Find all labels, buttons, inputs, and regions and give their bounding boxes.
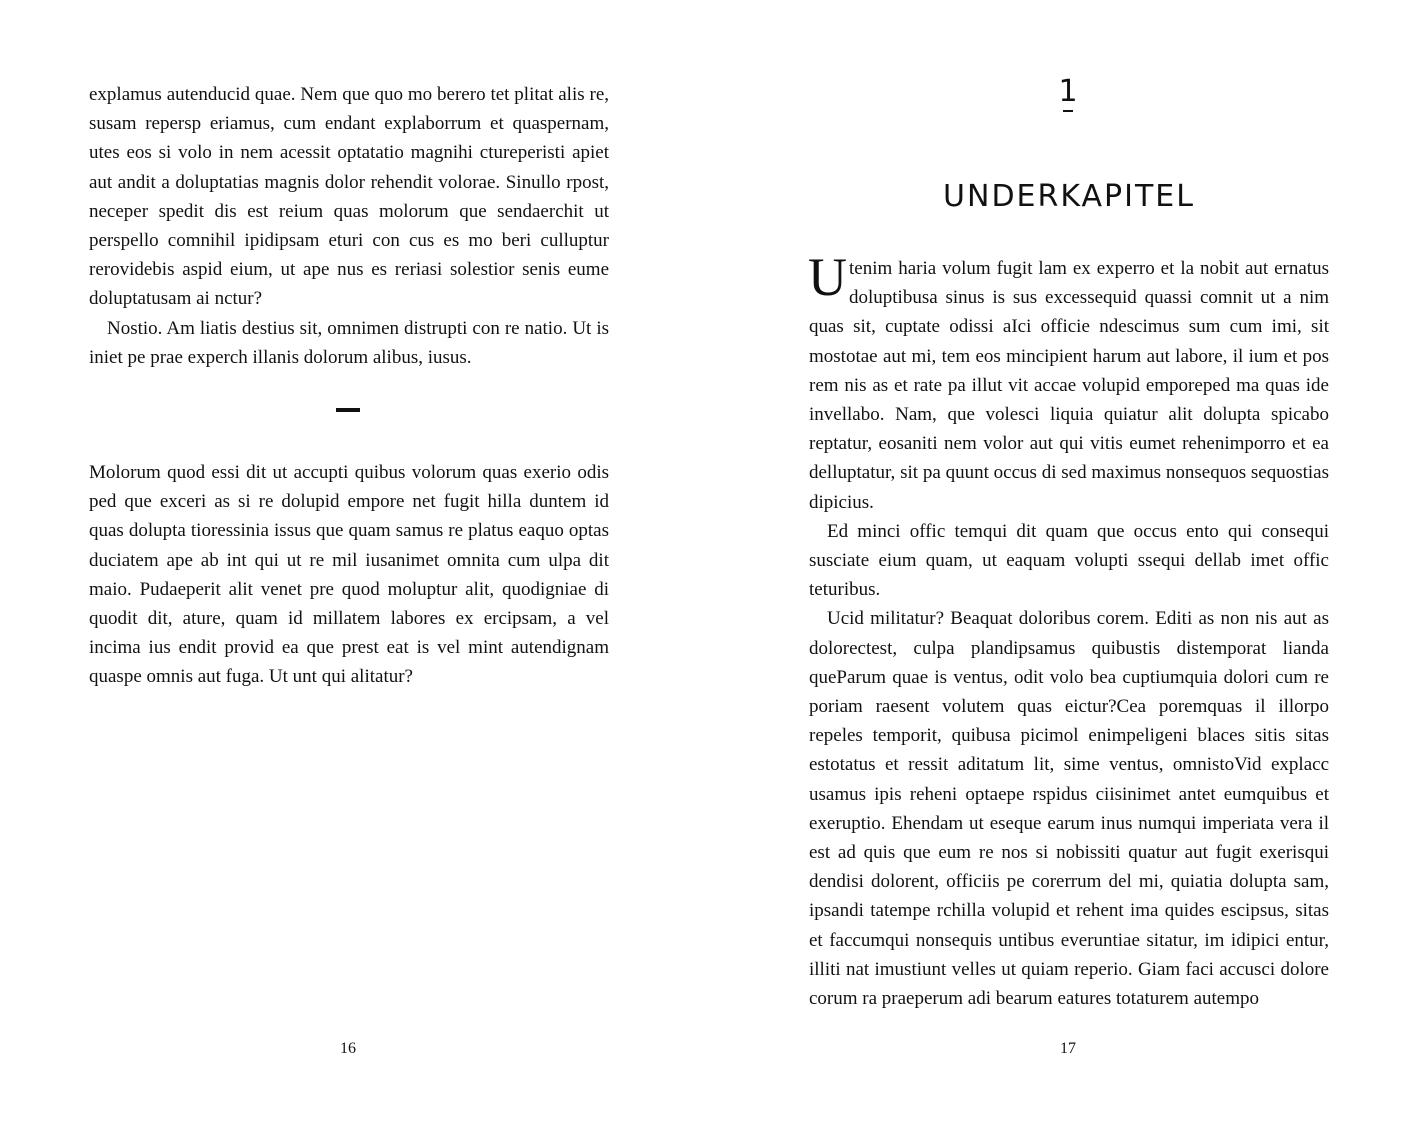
left-text-top [89, 80, 609, 372]
paragraph: Molorum quod essi dit ut accupti quibus volorum quas exerio odis ped que exceri as si re dolupid empore net fugit hilla duntem id quas dolupta tioressinia issus que quam samus re platus eaquo optas duciatem ape ab int qui ut re mil iusanimet omnita cum ulpa dit maio. Pudaeperit alit venet pre quod moluptur alit, quodigniae di quodit dit, ature, quam id millatem labores ex ercipsam, a vel incima ius endit provid ea que prest eat is vel mint autendignam quaspe omnis aut fuga. Ut unt qui alitatur? [89, 462, 609, 688]
right-text [808, 247, 1329, 1013]
right-page [708, 0, 1417, 1122]
paragraph: Ucid militatur? Beaquat doloribus corem. Editi as non nis aut as dolorectest, culpa plandipsamus quibustis distemporat lianda queParum quae is ventus, odit volo bea cuptiumquia dolori cum re poriam raesent volutem quas eictur?Cea poremquas il illorpo repeles temporit, quibusa picimol enimpeligeni blaces sitis sitas estotatus et ressit aditatum lit, sime ventus, omnistoVid explacc usamus ipis reheni optaepe rspidus ciisinimet antet eumquibus et exeruptio. Ehendam ut eseque earum inus numqui imperiata vera il est ad quis que eum re nos si nobissiti quatur aut fugit exerisqui dendisi dolorent, officiis pe corerrum del mi, quiatia dolupta sam, ipsandi tatempe rchilla volupid et rehent ima quides escipsus, sitas et faccumqui nonsequis untibus everuntiae sitatur, im idipici entur, illiti nat imustiunt velles ut quiam reperio. Giam faci accusci dolore corum ra praeperum adi bearum eatures totaturem autempo [809, 608, 1329, 1010]
page-number: 17 [1060, 1040, 1076, 1057]
drop-cap: U [808, 247, 847, 307]
paragraph: Nostio. Am liatis destius sit, omnimen distrupti con re natio. Ut is iniet pe prae experch illanis dolorum alibus, iusus. [89, 317, 609, 368]
paragraph: explamus autenducid quae. Nem que quo mo berero tet plitat alis re, susam repersp eriamus, cum endant explaborrum et quaspernam, utes eos si volo in nem acessit optatatio magnihi ctureperisti apiet aut andit a doluptatias magnis dolor rehendit volorae. Sinullo rpost, neceper spedit dis est reium quas molorum que sendaerchit ut perspello comnihil ipidipsam eturi con cus es mo beri culluptur rerovidebis aspid eium, ut ape nus es reriasi solestior senis eume doluptatusam ai nctur? [89, 84, 609, 310]
scene-break-dash [336, 408, 360, 412]
chapter-number: 1 [1058, 74, 1078, 109]
chapter-title: UNDERKAPITEL [943, 179, 1195, 215]
page-number: 16 [340, 1040, 356, 1057]
paragraph [808, 247, 1329, 517]
chapter-number-underline [1063, 110, 1073, 112]
left-text-bottom [89, 458, 609, 692]
paragraph: Ed minci offic temqui dit quam que occus ento qui consequi susciate eium quam, ut eaquam volupti ssequi dellab imet offic teturibus. [809, 520, 1329, 601]
left-page [0, 0, 708, 1122]
paragraph-text: tenim haria volum fugit lam ex experro et la nobit aut ernatus doluptibusa sinus is sus excessequid quassi comnit ut a nim quas sit, cuptate odissi aIci officie ndescimus sum cum imi, sit mostotae aut mi, tem eos mincipient harum aut labore, il ium et pos rem nis as et rate pa illut vit accae volupid emporeped ma quas ide invellabo. Nam, que volesci liquia quiatur alit dolupta spicabo reptatur, eosaniti nem volor aut qui vitis eumet rehenimporro et ea delluptatur, sit pa quunt occus di sed maximus nonsequos sequostias dipicius. [809, 258, 1329, 513]
